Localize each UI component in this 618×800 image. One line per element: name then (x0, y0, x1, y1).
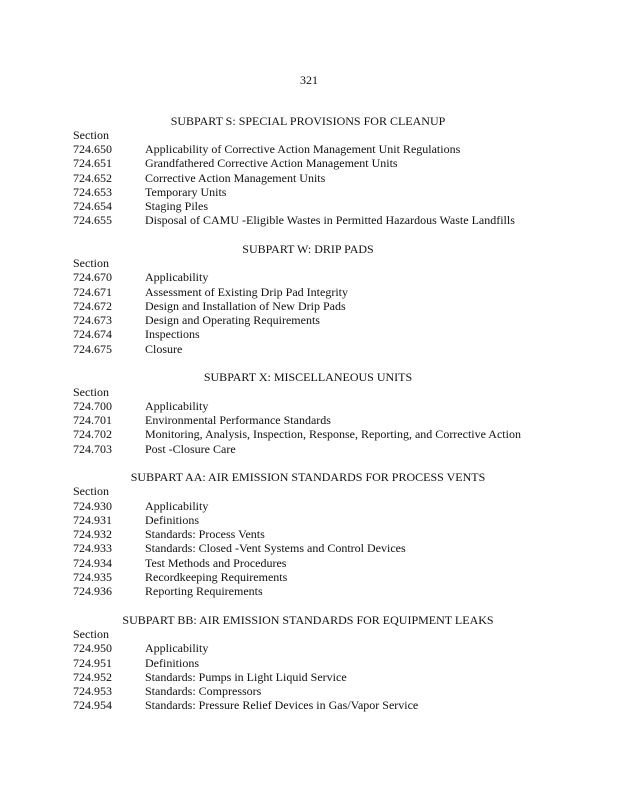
section-label: Section (73, 627, 109, 641)
section-title: Recordkeeping Requirements (145, 570, 288, 584)
section-number: 724.675 (73, 342, 112, 356)
subpart-title: SUBPART BB: AIR EMISSION STANDARDS FOR EQUIPMENT LEAKS (122, 613, 494, 627)
section-number: 724.702 (73, 427, 112, 441)
subpart-title: SUBPART S: SPECIAL PROVISIONS FOR CLEANUP (170, 114, 446, 128)
section-title: Reporting Requirements (145, 584, 263, 598)
section-title: Standards: Pumps in Light Liquid Service (145, 670, 347, 684)
section-title: Assessment of Existing Drip Pad Integrity (145, 285, 348, 299)
section-number: 724.951 (73, 656, 112, 670)
subpart-title: SUBPART W: DRIP PADS (242, 242, 374, 256)
section-title: Design and Operating Requirements (145, 313, 320, 327)
section-label: Section (73, 484, 109, 498)
section-number: 724.651 (73, 156, 112, 170)
section-title: Applicability (145, 641, 209, 655)
section-number: 724.936 (73, 584, 112, 598)
section-title: Definitions (145, 656, 199, 670)
section-number: 724.953 (73, 684, 112, 698)
section-title: Monitoring, Analysis, Inspection, Response, Reporting, and Corrective Action (145, 427, 521, 441)
section-label: Section (73, 256, 109, 270)
section-number: 724.700 (73, 399, 112, 413)
section-title: Standards: Closed -Vent Systems and Control Devices (145, 541, 406, 555)
section-title: Closure (145, 342, 183, 356)
section-title: Applicability of Corrective Action Management Unit Regulations (145, 142, 461, 156)
section-title: Environmental Performance Standards (145, 413, 331, 427)
section-label: Section (73, 128, 109, 142)
section-title: Definitions (145, 513, 199, 527)
section-number: 724.952 (73, 670, 112, 684)
section-title: Test Methods and Procedures (145, 556, 287, 570)
section-title: Temporary Units (145, 185, 227, 199)
section-title: Standards: Process Vents (145, 527, 265, 541)
section-title: Post -Closure Care (145, 442, 236, 456)
section-title: Applicability (145, 399, 209, 413)
section-title: Standards: Compressors (145, 684, 262, 698)
section-number: 724.934 (73, 556, 112, 570)
section-title: Design and Installation of New Drip Pads (145, 299, 346, 313)
section-number: 724.670 (73, 270, 112, 284)
section-number: 724.950 (73, 641, 112, 655)
section-title: Inspections (145, 327, 200, 341)
subpart-title: SUBPART AA: AIR EMISSION STANDARDS FOR PROCESS VENTS (130, 470, 486, 484)
section-number: 724.954 (73, 698, 112, 712)
section-number: 724.653 (73, 185, 112, 199)
section-title: Standards: Pressure Relief Devices in Gas/Vapor Service (145, 698, 419, 712)
section-number: 724.671 (73, 285, 112, 299)
section-number: 724.655 (73, 213, 112, 227)
section-number: 724.673 (73, 313, 112, 327)
section-number: 724.672 (73, 299, 112, 313)
section-title: Disposal of CAMU -Eligible Wastes in Permitted Hazardous Waste Landfills (145, 213, 515, 227)
section-number: 724.703 (73, 442, 112, 456)
section-number: 724.933 (73, 541, 112, 555)
section-label: Section (73, 385, 109, 399)
section-number: 724.931 (73, 513, 112, 527)
section-number: 724.701 (73, 413, 112, 427)
section-title: Grandfathered Corrective Action Management Units (145, 156, 398, 170)
subpart-title: SUBPART X: MISCELLANEOUS UNITS (203, 370, 413, 384)
section-number: 724.674 (73, 327, 112, 341)
section-title: Applicability (145, 270, 209, 284)
section-title: Corrective Action Management Units (145, 171, 326, 185)
section-number: 724.930 (73, 499, 112, 513)
section-number: 724.654 (73, 199, 112, 213)
section-number: 724.652 (73, 171, 112, 185)
section-title: Staging Piles (145, 199, 209, 213)
section-number: 724.932 (73, 527, 112, 541)
section-number: 724.650 (73, 142, 112, 156)
section-title: Applicability (145, 499, 209, 513)
section-number: 724.935 (73, 570, 112, 584)
page-number: 321 (300, 73, 318, 87)
